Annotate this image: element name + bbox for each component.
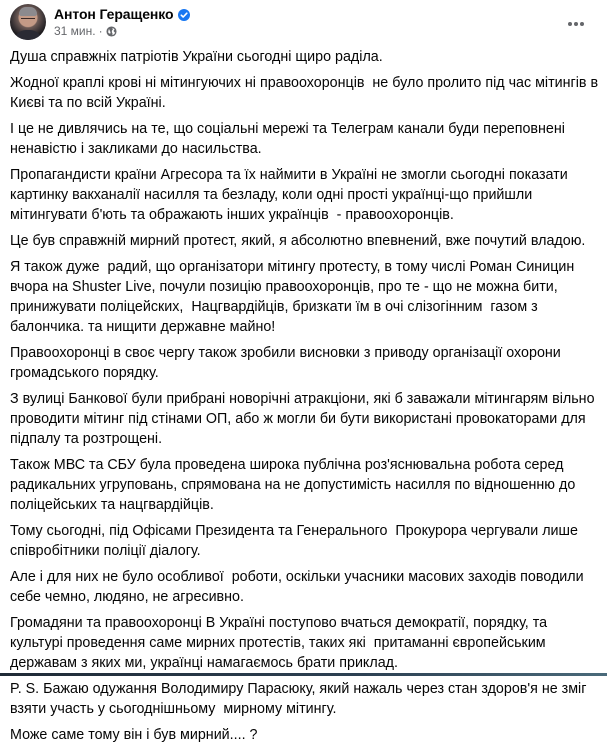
post-body (10, 47, 603, 751)
more-horizontal-icon-dot (568, 22, 572, 26)
verified-badge-icon (178, 8, 190, 20)
post-header (10, 4, 190, 40)
post-subline (54, 23, 190, 39)
globe-icon[interactable] (106, 26, 117, 37)
post-paragraph: Також МВС та СБУ була проведена широка публічна роз'яснювальна робота серед радикальних угруповань, спрямована на не допустимість насилля по відношенню до поліцейських та нацгвардійців. (10, 457, 580, 513)
post-paragraph: Правоохоронці в своє чергу також зробили висновки з приводу організації охорони громадського порядку. (10, 345, 565, 381)
post-paragraph: P. S. Бажаю одужання Володимиру Парасюку, який нажаль через стан здоров'я не зміг взяти участь у сьогоднішньому мирному мітингу. (10, 681, 591, 717)
avatar-glasses (21, 18, 35, 22)
post-paragraph: Громадяни та правоохоронці В Україні поступово вчаться демократії, порядку, та культурі проведення саме мирних протестів, таких які притаманні європейським державам з яких ми, українці намагаємось брати приклад. (10, 615, 552, 671)
post-meta (54, 5, 190, 39)
post-paragraph: Душа справжніх патріотів України сьогодні щиро раділа. (10, 49, 383, 65)
post-paragraph: Може саме тому він і був мирний.... ? (10, 727, 258, 743)
avatar-hair (19, 7, 37, 16)
post-paragraph: Пропагандисти країни Агресора та їх наймити в Україні не змогли сьогодні показати картинку вакханалії насилля та безладу, коли одні прості українці-що прийшли мітингувати б'ють та ображають інших українців - правоохоронців. (10, 167, 572, 223)
more-horizontal-icon-dot (574, 22, 578, 26)
post-paragraph: З вулиці Банкової були прибрані новорічні атракціони, які б заважали мітингарям вільно проводити мітинг під стінами ОП, або ж могли би бути використані провокаторами для підпалу та розтрощені. (10, 391, 599, 447)
separator-dot: · (98, 24, 103, 38)
post-paragraph: І це не дивлячись на те, що соціальні мережі та Телеграм канали буди переповнені ненавістю і закликами до насильства. (10, 121, 569, 157)
post-timestamp[interactable]: 31 мин. (54, 24, 96, 38)
post-paragraph: Я також дуже радий, що організатори мітингу протесту, в тому числі Роман Синицин вчора на Shuster Live, почули позицію правоохоронців, про те - що не можна бити, принижувати поліцейских, Нацгвардійців, бризкати їм в очі слізогінним газом з балончика. та нищити державне майно! (10, 259, 579, 335)
author-name[interactable]: Антон Геращенко (54, 6, 174, 22)
author-row (54, 5, 190, 23)
more-horizontal-icon-dot (580, 22, 584, 26)
avatar[interactable] (10, 4, 46, 40)
post-paragraph: Це був справжній мирний протест, який, я абсолютно впевнений, вже почутий владою. (10, 233, 586, 249)
post-paragraph: Але і для них не було особливої роботи, оскільки учасники масових заходів поводили себе чемно, людяно, не агресивно. (10, 569, 588, 605)
post-paragraph: Тому сьогодні, під Офісами Президента та Генерального Прокурора чергували лише співробітники поліції діалогу. (10, 523, 582, 559)
post-paragraph: Жодної краплі крові ні мітингуючих ні правоохоронців не було пролито під час мітингів в Києві та по всій Україні. (10, 75, 603, 111)
more-options-button[interactable] (564, 12, 588, 36)
avatar-shirt (14, 30, 42, 40)
